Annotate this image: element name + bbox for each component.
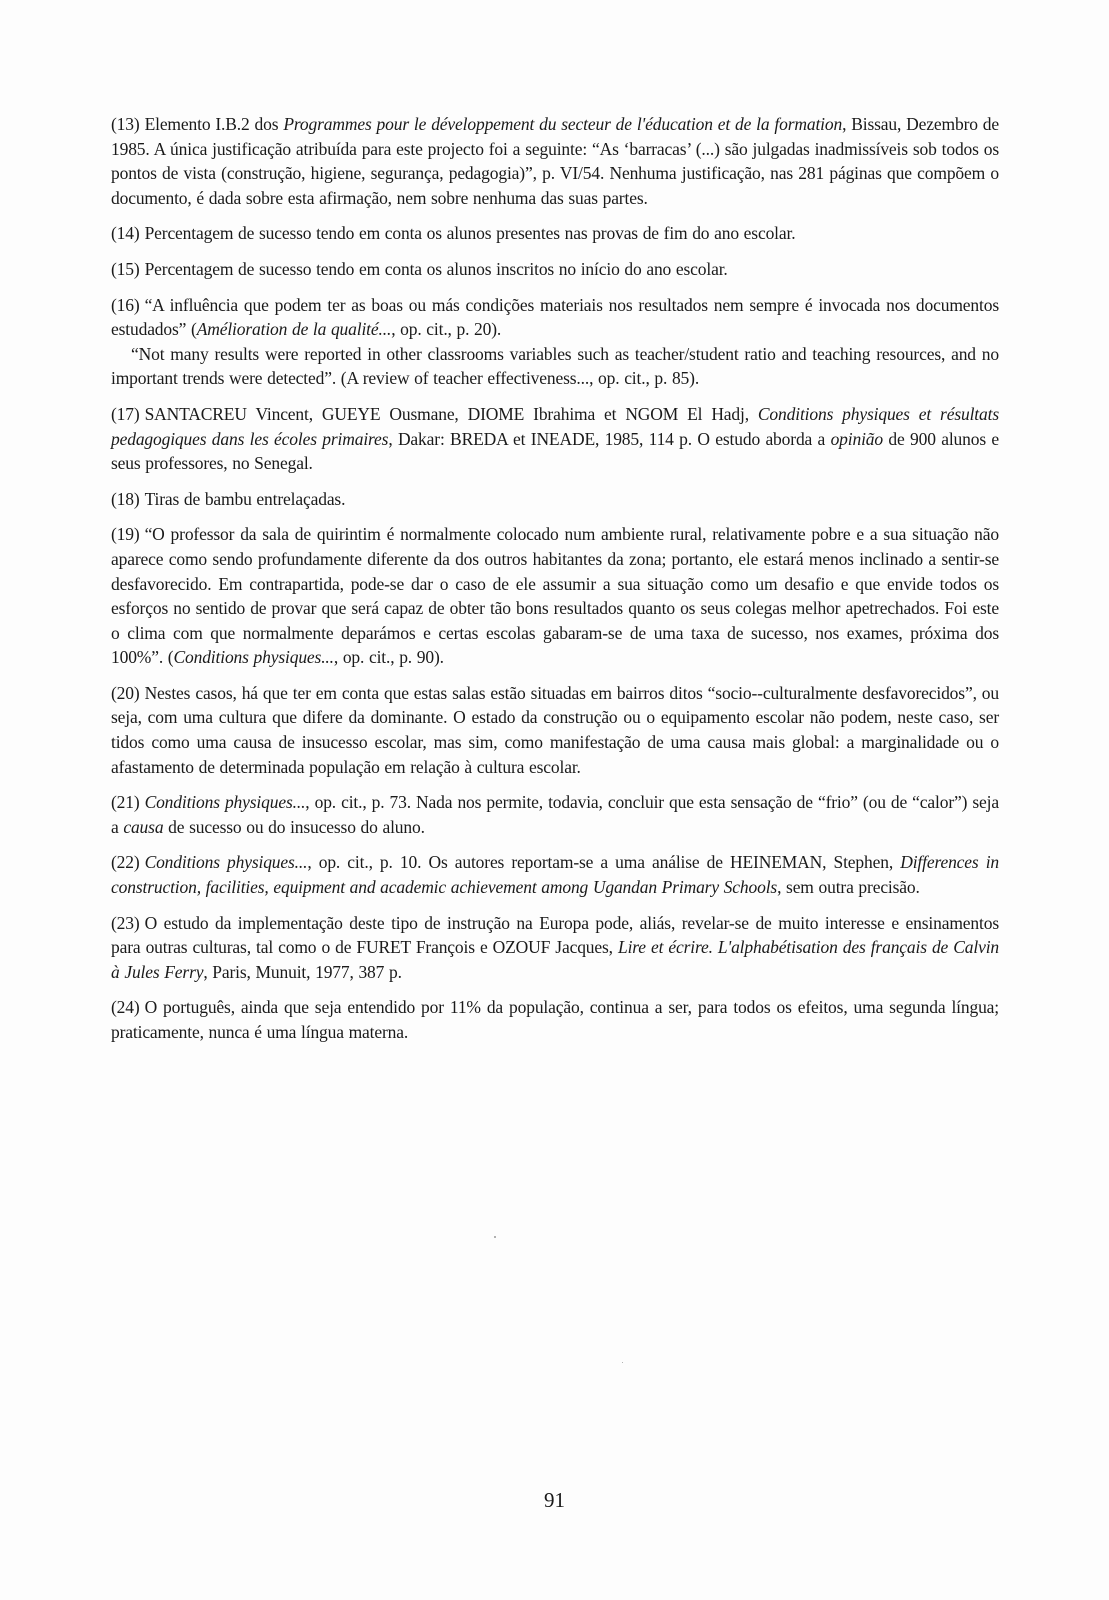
text: , Dakar: BREDA et INEADE, 1985, 114 p. O estudo aborda a (388, 428, 831, 449)
title-italic: Conditions physiques... (144, 852, 308, 873)
footnote-number: (18) (111, 488, 140, 509)
footnote-21 (111, 790, 999, 839)
footnote-19 (111, 522, 999, 670)
footnotes-list (111, 112, 999, 1056)
text: SANTACREU Vincent, GUEYE Ousmane, DIOME Ibrahima et NGOM El Hadj, (144, 403, 758, 424)
text: Nestes casos, há que ter em conta que estas salas estão situadas em bairros ditos “socio--culturalmente desfavorecidos”, ou seja, com uma cultura que difere da dominante. O estado da construção ou o equipamento escolar não podem, neste caso, ser tidos como uma causa de insucesso escolar, mas sim, como manifestação de uma causa mais global: a marginalidade ou o afastamento de determinada população em relação à cultura escolar. (111, 682, 999, 777)
footnote-15 (111, 257, 999, 282)
text: Tiras de bambu entrelaçadas. (144, 488, 346, 509)
footnote-number: (19) (111, 524, 140, 545)
text: Percentagem de sucesso tendo em conta os alunos presentes nas provas de fim do ano escolar. (144, 223, 796, 244)
title-italic: Amélioration de la qualité... (196, 319, 392, 340)
text: , op. cit., p. 90). (333, 647, 444, 668)
footnote-18 (111, 487, 999, 512)
text: , op. cit., p. 20). (391, 319, 502, 340)
text: , sem outra precisão. (777, 877, 920, 898)
footnote-number: (16) (111, 294, 140, 315)
footnote-24 (111, 995, 999, 1044)
footnote-number: (13) (111, 114, 140, 134)
text: de 900 alunos e seus professores, no Senegal. (111, 428, 999, 474)
text: Percentagem de sucesso tendo em conta os alunos inscritos no início do ano escolar. (144, 258, 728, 279)
footnote-20 (111, 681, 999, 779)
footnote-number: (22) (111, 852, 140, 873)
emphasis-italic: opinião (830, 428, 883, 449)
footnote-number: (14) (111, 223, 140, 244)
footnote-number: (20) (111, 682, 140, 703)
footnote-number: (17) (111, 403, 140, 424)
text: “O professor da sala de quirintim é normalmente colocado num ambiente rural, relativamente pobre e a sua situação não aparece como sendo profundamente diferente da dos outros habitantes da zona; portanto, ele estará menos inclinado a sentir-se desfavorecido. Em contrapartida, pode-se dar o caso de ele assumir a sua situação como um desafio e que envide todos os esforços no sentido de provar que será capaz de obter tão bons resultados quanto os seus colegas melhor apetrechados. Foi este o clima com que normalmente deparámos e certas escolas gabaram-se de uma taxa de sucesso, nos exames, próxima dos 100%”. ( (111, 524, 999, 668)
text: “A influência que podem ter as boas ou más condições materiais nos resultados nem sempre é invocada nos documentos estudados” ( (111, 294, 999, 340)
footnote-number: (24) (111, 997, 140, 1018)
footnote-number: (21) (111, 792, 140, 813)
footnote-continuation: “Not many results were reported in other classrooms variables such as teacher/student ratio and teaching resources, and no important trends were detected”. (A review of teacher effectiveness..., op. cit., p. 85). (111, 343, 999, 389)
emphasis-italic: causa (123, 816, 164, 837)
text: de sucesso ou do insucesso do aluno. (163, 816, 425, 837)
scan-speck (622, 1362, 623, 1363)
footnote-17 (111, 402, 999, 476)
text: , Paris, Munuit, 1977, 387 p. (203, 961, 402, 982)
text: , op. cit., p. 10. Os autores reportam-se a uma análise de HEINEMAN, Stephen, (307, 852, 901, 873)
footnote-16 (111, 293, 999, 391)
footnote-22 (111, 850, 999, 899)
title-italic: Differences in construction, facilities, equipment and academic achievement among Ugandan Primary Schools (111, 852, 1000, 898)
title-italic: Conditions physiques... (144, 792, 306, 813)
title-italic: Programmes pour le développement du secteur de l'éducation et de la formation (283, 114, 843, 134)
text: O português, ainda que seja entendido por 11% da população, continua a ser, para todos os efeitos, uma segunda língua; praticamente, nunca é uma língua materna. (111, 997, 999, 1042)
footnote-number: (15) (111, 258, 140, 279)
footnote-number: (23) (111, 912, 140, 933)
title-italic: Lire et écrire. L'alphabétisation des français de Calvin à Jules Ferry (111, 937, 1000, 982)
footnote-23 (111, 911, 999, 985)
text: Elemento I.B.2 dos (144, 114, 284, 134)
scan-speck (494, 1236, 496, 1238)
title-italic: Conditions physiques et résultats pedagogiques dans les écoles primaires (111, 403, 999, 449)
text: O estudo da implementação deste tipo de instrução na Europa pode, aliás, revelar-se de muito interesse e ensinamentos para outras culturas, tal como o de FURET François e OZOUF Jacques, (111, 912, 999, 958)
title-italic: Conditions physiques... (173, 647, 334, 668)
text: , op. cit., p. 73. Nada nos permite, todavia, concluir que esta sensação de “frio” (ou de “calor”) seja a (111, 792, 999, 837)
page-number: 91 (544, 1488, 565, 1512)
footnote-14 (111, 221, 999, 246)
footnote-13 (111, 112, 999, 210)
text: , Bissau, Dezembro de 1985. A única justificação atribuída para este projecto foi a seguinte: “As ‘barracas’ (...) são julgadas inadmissíveis sob todos os pontos de vista (construção, higiene, segurança, pedagogia)”, p. VI/54. Nenhuma justificação, nas 281 páginas que compõem o documento, é dada sobre esta afirmação, nem sobre nenhuma das suas partes. (111, 114, 999, 208)
